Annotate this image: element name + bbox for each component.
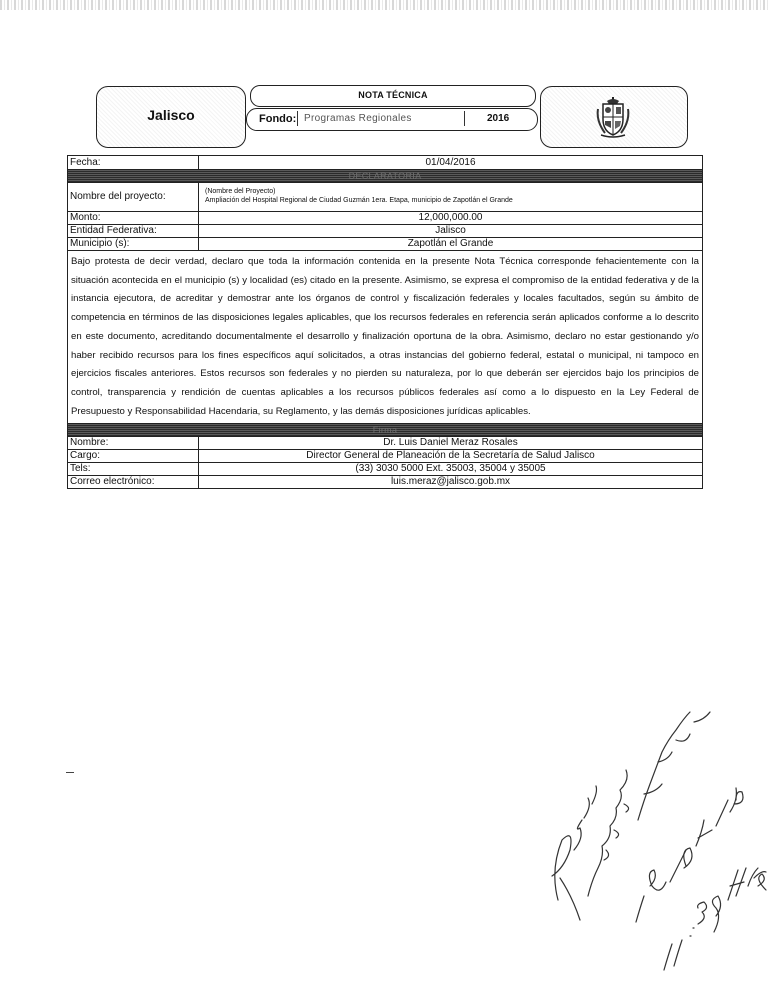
scan-edge-artifact bbox=[0, 0, 768, 10]
doc-title-box bbox=[250, 85, 536, 107]
proyecto-value-cell bbox=[199, 183, 702, 211]
proyecto-label: Nombre del proyecto: bbox=[68, 183, 199, 211]
stray-pen-mark bbox=[66, 772, 74, 773]
tels-value: (33) 3030 5000 Ext. 35003, 35004 y 35005 bbox=[355, 463, 546, 475]
fecha-row bbox=[68, 156, 702, 170]
municipio-label: Municipio (s): bbox=[68, 238, 199, 250]
fondo-year: 2016 bbox=[487, 113, 510, 124]
declaratoria-header: DECLARATORIA bbox=[68, 170, 702, 183]
fondo-label: Fondo: bbox=[259, 113, 297, 125]
correo-label: Correo electrónico: bbox=[68, 476, 199, 488]
monto-row bbox=[68, 212, 702, 225]
proyecto-value: Ampliación del Hospital Regional de Ciudad Guzmán 1era. Etapa, municipio de Zapotlán el Grande bbox=[205, 197, 513, 204]
handwritten-received-note bbox=[540, 700, 768, 980]
entidad-value: Jalisco bbox=[435, 225, 466, 236]
nota-tecnica-table bbox=[67, 155, 703, 489]
cargo-row bbox=[68, 450, 702, 463]
fondo-box bbox=[246, 108, 538, 131]
proyecto-hint: (Nombre del Proyecto) bbox=[205, 188, 276, 195]
tels-label: Tels: bbox=[68, 463, 199, 475]
state-name: Jalisco bbox=[147, 107, 195, 123]
correo-row bbox=[68, 476, 702, 488]
firma-header: Firma bbox=[68, 424, 702, 437]
fecha-value: 01/04/2016 bbox=[425, 157, 476, 168]
nombre-value: Dr. Luis Daniel Meraz Rosales bbox=[383, 437, 518, 449]
state-box bbox=[96, 86, 246, 148]
monto-value: 12,000,000.00 bbox=[418, 212, 483, 223]
proyecto-row bbox=[68, 183, 702, 212]
cargo-value: Director General de Planeación de la Secretaría de Salud Jalisco bbox=[306, 450, 595, 462]
correo-value: luis.meraz@jalisco.gob.mx bbox=[390, 476, 511, 488]
entidad-label: Entidad Federativa: bbox=[68, 225, 199, 237]
nombre-label: Nombre: bbox=[68, 437, 199, 449]
cargo-label: Cargo: bbox=[68, 450, 199, 462]
state-coat-of-arms-icon bbox=[593, 95, 633, 139]
fecha-label: Fecha: bbox=[68, 156, 199, 169]
monto-label: Monto: bbox=[68, 212, 199, 224]
declaration-statement: Bajo protesta de decir verdad, declaro que toda la información contenida en la presente Nota Técnica corresponde fehacientemente con la situación acontecida en el municipio (s) y localidad (es) citado en la presente. Asimismo, se expresa el compromiso de la entidad federativa y de la instancia ejecutora, de acreditar y demostrar ante los órganos de control y fiscalización federales y locales facultados, según su ámbito de competencia en términos de las disposiciones legales aplicables, que los recursos federales en referencia serán aplicados conforme a lo descrito en este documento, acreditando documentalmente el desarrollo y finalización oportuna de la obra. Asimismo, declaro no estar gestionando y/o haber recibido recursos para los fines específicos aquí solicitados, a otras instancias del gobierno federal, estatal o municipal, ni tampoco en ejercicios fiscales anteriores. Estos recursos son federales y no pierden su naturaleza, por lo que deberán ser ejercidos bajo los principios de control, transparencia y rendición de cuentas aplicables a los recursos públicos federales así como a lo dispuesto en la Ley Federal de Presupuesto y Responsabilidad Hacendaria, su Reglamento, y las demás disposiciones jurídicas aplicables. bbox=[68, 251, 702, 424]
municipio-row bbox=[68, 238, 702, 251]
fondo-value: Programas Regionales bbox=[297, 111, 465, 126]
doc-title: NOTA TÉCNICA bbox=[358, 90, 428, 100]
seal-box bbox=[540, 86, 688, 148]
municipio-value: Zapotlán el Grande bbox=[407, 238, 494, 249]
tels-row bbox=[68, 463, 702, 476]
entidad-row bbox=[68, 225, 702, 238]
nombre-row bbox=[68, 437, 702, 450]
